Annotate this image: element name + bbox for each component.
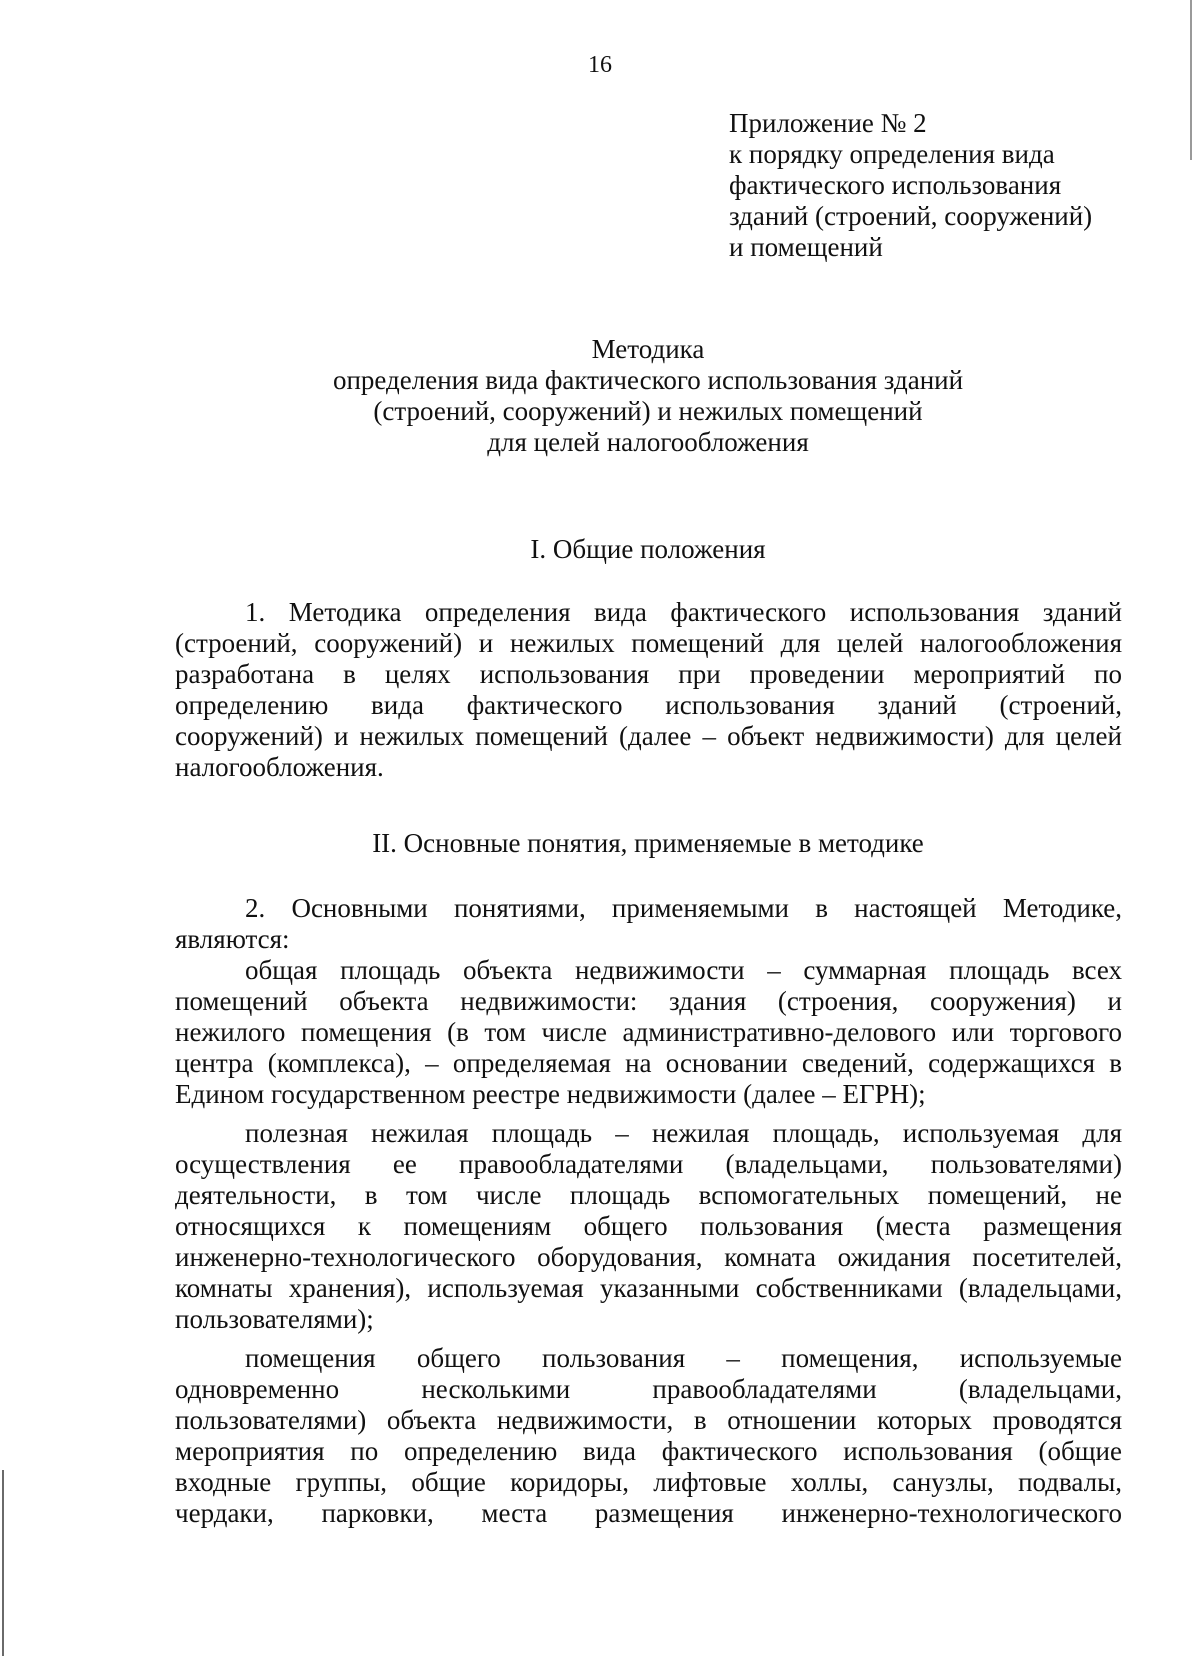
paragraph-line: одновременно несколькими правообладателями (владельцами,	[175, 1374, 1122, 1404]
paragraph-line: пользователями) объекта недвижимости, в отношении которых проводятся	[175, 1405, 1122, 1435]
paragraph-line: входные группы, общие коридоры, лифтовые холлы, санузлы, подвалы,	[175, 1467, 1122, 1497]
paragraph-line: мероприятия по определению вида фактического использования (общие	[175, 1436, 1122, 1466]
definition-total-area	[175, 955, 1122, 1110]
appendix-line: к порядку определения вида	[729, 139, 1055, 169]
paragraph-line: сооружений) и нежилых помещений (далее – объект недвижимости) для целей	[175, 721, 1122, 751]
scan-edge-mark	[2, 1470, 4, 1656]
title-line: (строений, сооружений) и нежилых помещений	[373, 396, 923, 426]
paragraph-line: общая площадь объекта недвижимости – суммарная площадь всех	[245, 955, 1122, 985]
title-line: определения вида фактического использования зданий	[332, 365, 964, 395]
appendix-line: фактического использования	[729, 170, 1062, 200]
paragraph-line: относящихся к помещениям общего пользования (места размещения	[175, 1211, 1122, 1241]
appendix-line: и помещений	[729, 232, 883, 262]
paragraph-line: 2. Основными понятиями, применяемыми в настоящей Методике,	[245, 893, 1122, 923]
paragraph-line: осуществления ее правообладателями (владельцами, пользователями)	[175, 1149, 1122, 1179]
paragraph-line: помещений объекта недвижимости: здания (строения, сооружения) и	[175, 986, 1122, 1016]
definition-common-areas	[175, 1343, 1122, 1529]
paragraph-1	[175, 597, 1122, 783]
appendix-header	[729, 108, 1169, 263]
paragraph-line: (строений, сооружений) и нежилых помещений для целей налогообложения	[175, 628, 1122, 658]
paragraph-line: деятельности, в том числе площадь вспомогательных помещений, не	[175, 1180, 1122, 1210]
title-line: для целей налогообложения	[487, 427, 809, 457]
title-line: Методика	[591, 334, 705, 364]
paragraph-2	[175, 893, 1122, 955]
section-heading-concepts: II. Основные понятия, применяемые в методике	[372, 828, 924, 858]
definition-useful-area	[175, 1118, 1122, 1335]
paragraph-line: инженерно-технологического оборудования, комната ожидания посетителей,	[175, 1242, 1122, 1272]
paragraph-line: пользователями);	[175, 1304, 374, 1334]
paragraph-line: комнаты хранения), используемая указанными собственниками (владельцами,	[175, 1273, 1122, 1303]
paragraph-line: чердаки, парковки, места размещения инженерно-технологического	[175, 1498, 1122, 1528]
document-title	[176, 334, 1120, 458]
paragraph-line: определению вида фактического использования зданий (строений,	[175, 690, 1122, 720]
scan-edge-mark	[1190, 0, 1192, 160]
paragraph-line: полезная нежилая площадь – нежилая площадь, используемая для	[245, 1118, 1122, 1148]
paragraph-line: центра (комплекса), – определяемая на основании сведений, содержащихся в	[175, 1048, 1122, 1078]
section-heading-general: I. Общие положения	[530, 534, 766, 564]
appendix-line: Приложение № 2	[729, 108, 927, 138]
paragraph-line: Едином государственном реестре недвижимости (далее – ЕГРН);	[175, 1079, 926, 1109]
paragraph-line: нежилого помещения (в том числе административно-делового или торгового	[175, 1017, 1122, 1047]
paragraph-line: налогообложения.	[175, 752, 384, 782]
paragraph-line: 1. Методика определения вида фактического использования зданий	[245, 597, 1122, 627]
paragraph-line: разработана в целях использования при проведении мероприятий по	[175, 659, 1122, 689]
paragraph-line: помещения общего пользования – помещения, используемые	[245, 1343, 1122, 1373]
appendix-line: зданий (строений, сооружений)	[729, 201, 1093, 231]
page-number: 16	[588, 52, 612, 78]
paragraph-line: являются:	[175, 924, 290, 954]
